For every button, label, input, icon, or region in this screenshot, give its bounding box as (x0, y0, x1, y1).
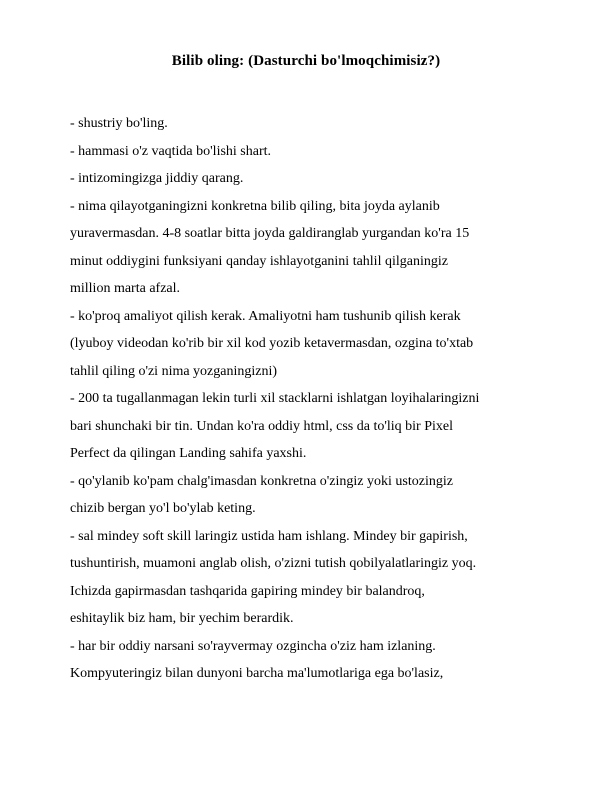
text-line: Perfect da qilingan Landing sahifa yaxshi. (70, 446, 307, 461)
text-line: - har bir oddiy narsani so'rayvermay ozgincha o'ziz ham izlaning. (70, 638, 436, 654)
bullet-item (70, 468, 570, 523)
bullet-item (70, 633, 570, 688)
text-line: - 200 ta tugallanmagan lekin turli xil stacklarni ishlatgan loyihalaringizni (70, 391, 480, 406)
text-line: Ichizda gapirmasdan tashqarida gapiring mindey bir balandroq, (70, 583, 425, 599)
bullet-item (70, 165, 570, 193)
text-line: eshitaylik biz ham, bir yechim berardik. (70, 611, 294, 626)
text-line: million marta afzal. (70, 281, 181, 296)
bullet-item (70, 523, 570, 633)
bullet-item (70, 110, 570, 138)
text-line: - shustriy bo'ling. (70, 116, 168, 131)
text-line: yuravermasdan. 4-8 soatlar bitta joyda galdiranglab yurgandan ko'ra 15 (70, 226, 470, 241)
document-body (70, 110, 570, 688)
text-line: - intizomingizga jiddiy qarang. (70, 171, 244, 186)
text-line: - nima qilayotganingizni konkretna bilib qiling, bita joyda aylanib (70, 198, 440, 214)
text-line: chizib bergan yo'l bo'ylab keting. (70, 501, 256, 516)
text-line: Kompyuteringiz bilan dunyoni barcha ma'lumotlariga ega bo'lasiz, (70, 666, 444, 681)
text-line: tushuntirish, muamoni anglab olish, o'zizni tutish qobilyalatlaringiz yoq. (70, 556, 477, 571)
text-line: - sal mindey soft skill laringiz ustida ham ishlang. Mindey bir gapirish, (70, 528, 468, 544)
text-line: - qo'ylanib ko'pam chalg'imasdan konkretna o'zingiz yoki ustozingiz (70, 473, 453, 489)
bullet-item (70, 303, 570, 386)
text-line: minut oddiygini funksiyani qanday ishlayotganini tahlil qilganingiz (70, 253, 448, 269)
text-line: bari shunchaki bir tin. Undan ko'ra oddiy html, css da to'liq bir Pixel (70, 418, 453, 434)
bullet-item (70, 138, 570, 166)
text-line: - ko'proq amaliyot qilish kerak. Amaliyotni ham tushunib qilish kerak (70, 308, 461, 324)
bullet-item (70, 385, 570, 468)
document-title: Bilib oling: (Dasturchi bo'lmoqchimisiz?) (171, 53, 441, 69)
bullet-item (70, 193, 570, 303)
text-line: (lyuboy videodan ko'rib bir xil kod yozib ketavermasdan, ozgina to'xtab (70, 336, 474, 351)
text-line: - hammasi o'z vaqtida bo'lishi shart. (70, 143, 272, 159)
text-line: tahlil qiling o'zi nima yozganingizni) (70, 363, 278, 379)
